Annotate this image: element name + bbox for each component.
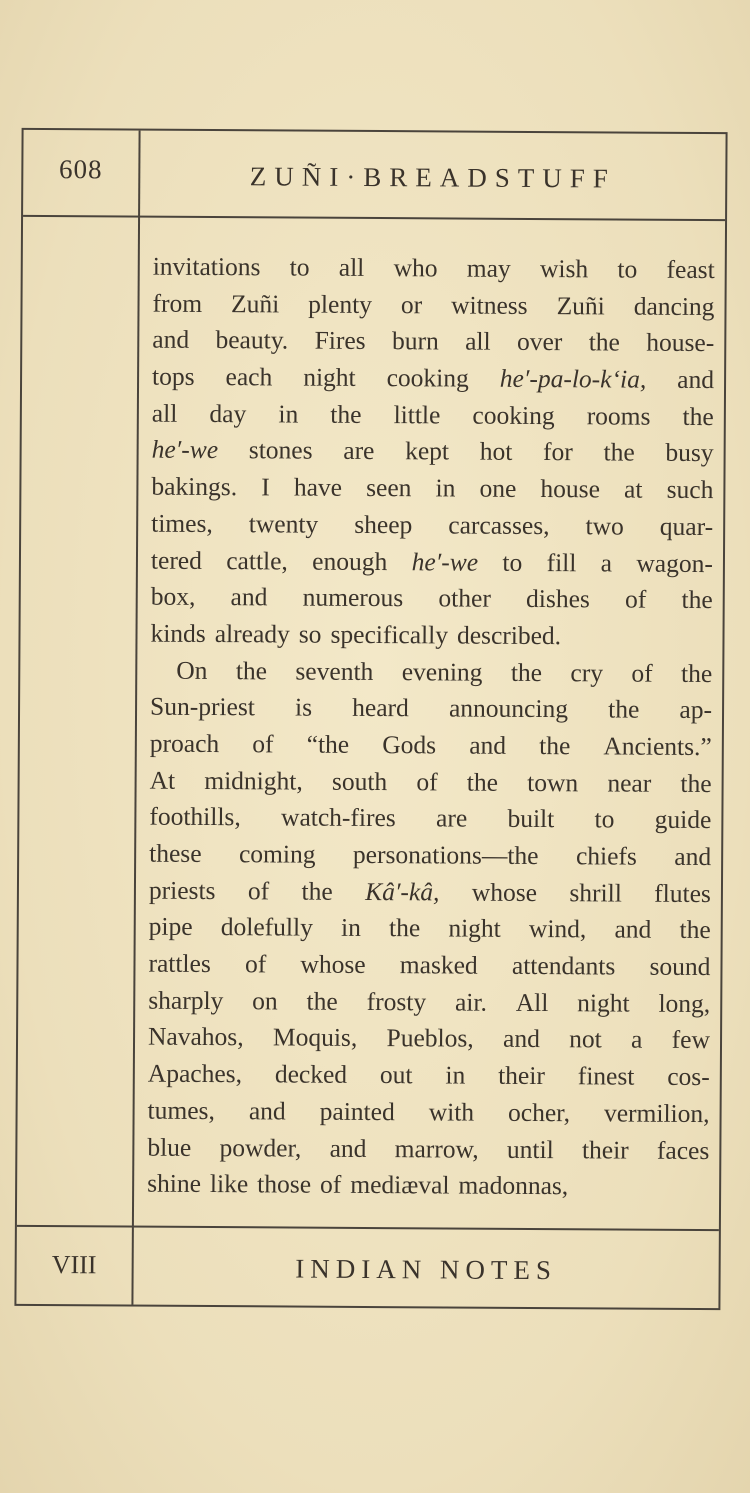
word: coming: [238, 839, 316, 869]
text-line: [149, 909, 711, 949]
word: feast: [666, 254, 715, 285]
word: he′-pa-lo-k‘ia,: [499, 363, 647, 394]
word: the: [330, 399, 362, 429]
word: personations—the: [352, 839, 539, 871]
word: to: [502, 547, 523, 577]
volume-number: VIII: [51, 1250, 97, 1280]
word: night: [577, 988, 630, 1018]
word: tops: [152, 361, 195, 391]
text-line: [150, 616, 712, 656]
word: numerous: [302, 582, 404, 613]
word: to: [289, 252, 310, 282]
word: announcing: [448, 693, 569, 724]
word: masked: [399, 950, 478, 980]
word: in: [435, 473, 456, 503]
word: the: [301, 876, 333, 906]
word: out: [379, 1060, 413, 1090]
word: I: [261, 472, 270, 502]
text-line: [151, 505, 713, 545]
word: those: [257, 1169, 312, 1199]
word: proach: [149, 728, 220, 759]
word: the: [679, 915, 711, 945]
word: frosty: [366, 986, 427, 1017]
series-title: INDIAN NOTES: [295, 1253, 558, 1286]
margin-divider: [131, 131, 140, 1305]
word: seventh: [295, 656, 374, 686]
word: vermilion,: [603, 1098, 710, 1128]
word: all: [338, 252, 365, 282]
text-line: [150, 689, 712, 729]
word: are: [343, 436, 375, 466]
word: wind,: [528, 914, 587, 944]
word: may: [466, 253, 511, 283]
word: is: [294, 692, 313, 722]
word: kept: [405, 436, 450, 466]
word: the: [588, 327, 620, 357]
word: of: [244, 949, 267, 979]
text-line: [149, 799, 711, 839]
word: whose: [300, 949, 366, 980]
word: on: [252, 986, 278, 1016]
word: On: [176, 655, 208, 685]
text-line: [149, 836, 711, 876]
word: in: [340, 913, 361, 943]
word: busy: [665, 438, 714, 468]
word: and: [469, 730, 507, 760]
word: guide: [654, 805, 712, 835]
word: fill: [546, 547, 577, 577]
word: seen: [366, 473, 412, 503]
word: house: [540, 474, 601, 504]
word: the: [539, 730, 571, 761]
word: in: [278, 399, 299, 429]
text-line: [148, 946, 710, 986]
word: “the: [306, 729, 350, 759]
word: south: [331, 766, 388, 796]
word: and: [329, 1133, 367, 1163]
word: Kâ′-kâ,: [365, 876, 440, 907]
word: have: [293, 472, 343, 502]
word: with: [428, 1097, 475, 1127]
word: dancing: [633, 291, 715, 321]
word: cry: [570, 657, 604, 687]
word: of: [319, 1169, 342, 1200]
word: and: [502, 1024, 540, 1054]
word: the: [680, 658, 713, 688]
word: hot: [479, 437, 513, 467]
word: finest: [577, 1061, 635, 1091]
word: built: [507, 804, 555, 834]
word: and: [674, 841, 712, 872]
text-line: [152, 359, 714, 399]
text-line: [151, 579, 713, 619]
word: air.: [454, 987, 487, 1017]
word: blue: [147, 1132, 192, 1162]
word: dolefully: [220, 912, 313, 943]
word: ap-: [679, 695, 713, 725]
word: carcasses,: [448, 510, 550, 540]
word: Apaches,: [147, 1058, 243, 1089]
word: Ancients.”: [603, 731, 712, 762]
word: cos-: [667, 1061, 710, 1092]
word: and: [248, 1096, 286, 1126]
word: the: [306, 986, 338, 1016]
word: few: [671, 1025, 711, 1055]
word: house-: [646, 328, 715, 358]
word: of: [631, 658, 653, 688]
word: priests: [148, 875, 216, 905]
word: watch-fires: [280, 802, 396, 833]
word: in: [445, 1060, 466, 1090]
word: cooking: [386, 363, 469, 393]
word: two: [585, 511, 624, 541]
word: at: [624, 474, 643, 504]
word: of: [416, 766, 438, 797]
word: and: [677, 364, 715, 395]
word: box,: [150, 581, 196, 612]
word: chiefs: [575, 841, 637, 871]
body-text: [147, 249, 715, 1206]
word: burn: [391, 326, 439, 356]
word: each: [225, 362, 273, 392]
word: Fires: [314, 326, 366, 356]
text-line: [153, 249, 715, 289]
word: the: [608, 694, 640, 724]
word: witness: [451, 290, 528, 320]
word: decked: [274, 1059, 348, 1089]
word: the: [388, 913, 421, 943]
word: their: [581, 1134, 629, 1165]
text-line: [148, 1056, 710, 1096]
text-line: [150, 652, 712, 692]
word: the: [681, 585, 713, 615]
text-line: [150, 762, 712, 802]
text-line: [152, 395, 714, 435]
word: invitations: [152, 251, 261, 282]
word: these: [149, 838, 202, 868]
word: tered: [150, 545, 203, 575]
word: powder,: [219, 1132, 302, 1163]
word: the: [680, 768, 712, 798]
word: bakings.: [151, 471, 238, 502]
word: cooking: [472, 400, 555, 430]
word: twenty: [248, 509, 319, 539]
word: a: [631, 1025, 643, 1055]
word: not: [569, 1024, 602, 1054]
word: are: [435, 803, 468, 833]
word: shine: [147, 1168, 202, 1199]
word: beauty.: [215, 325, 289, 355]
word: like: [209, 1169, 249, 1199]
word: marrow,: [394, 1133, 479, 1164]
word: near: [607, 768, 652, 798]
page-number: 608: [59, 154, 103, 185]
word: the: [235, 655, 268, 685]
word: stones: [248, 435, 313, 466]
word: rattles: [148, 948, 211, 979]
word: their: [498, 1060, 545, 1091]
word: of: [252, 729, 274, 759]
word: he′-we: [411, 546, 479, 577]
word: little: [393, 399, 441, 430]
text-line: [152, 285, 714, 325]
word: At: [149, 765, 176, 795]
word: cattle,: [226, 545, 288, 575]
running-head: ZUÑI·BREADSTUFF: [249, 161, 616, 194]
word: night: [448, 913, 501, 944]
word: and: [152, 325, 190, 355]
word: madonnas,: [458, 1170, 569, 1201]
word: pipe: [148, 912, 193, 942]
header-rule: [23, 215, 725, 221]
word: plenty: [308, 289, 373, 319]
word: other: [438, 583, 491, 613]
word: already: [214, 618, 290, 649]
word: Zuñi: [556, 290, 605, 321]
word: all: [151, 398, 178, 428]
footer-rule: [17, 1225, 719, 1231]
text-line: [151, 469, 713, 509]
word: the: [603, 437, 635, 468]
word: Moquis,: [272, 1022, 358, 1053]
word: and: [614, 914, 652, 945]
word: all: [465, 326, 491, 357]
text-line: [148, 1019, 710, 1059]
text-line: [152, 432, 714, 472]
text-line: [151, 542, 713, 582]
word: and: [230, 582, 268, 612]
word: Pueblos,: [386, 1023, 474, 1054]
word: times,: [151, 508, 213, 538]
word: of: [625, 584, 647, 614]
text-line: [150, 726, 712, 766]
text-line: [147, 1166, 709, 1206]
word: town: [527, 767, 579, 797]
word: from: [152, 288, 203, 318]
word: rooms: [586, 401, 651, 431]
word: flutes: [654, 878, 711, 908]
word: tumes,: [147, 1095, 215, 1125]
word: to: [594, 804, 615, 834]
word: he′-we: [151, 435, 219, 465]
word: sheep: [354, 509, 413, 540]
word: over: [516, 327, 563, 357]
word: such: [666, 474, 714, 505]
word: who: [393, 253, 438, 283]
word: of: [247, 875, 270, 906]
word: day: [209, 398, 247, 428]
word: the: [510, 657, 543, 687]
word: kinds: [150, 618, 206, 648]
word: Gods: [382, 730, 437, 760]
word: dishes: [526, 584, 590, 614]
word: so: [298, 619, 322, 649]
word: for: [542, 437, 573, 467]
word: wish: [539, 254, 589, 284]
word: described.: [456, 620, 562, 651]
word: specifically: [330, 619, 449, 650]
word: sound: [649, 951, 711, 982]
word: long,: [658, 988, 711, 1018]
word: midnight,: [204, 765, 303, 796]
word: quar-: [659, 511, 714, 541]
word: evening: [401, 656, 483, 687]
word: wagon-: [636, 548, 713, 578]
word: attendants: [511, 950, 616, 981]
word: faces: [656, 1135, 710, 1165]
text-line: [148, 982, 710, 1022]
word: to: [617, 254, 638, 284]
word: foothills,: [149, 801, 241, 832]
word: ocher,: [507, 1097, 571, 1128]
word: Zuñi: [230, 288, 280, 319]
word: shrill: [569, 877, 622, 908]
word: Navahos,: [147, 1022, 244, 1052]
word: a: [600, 547, 613, 577]
word: All: [515, 987, 549, 1017]
word: heard: [352, 693, 409, 723]
text-line: [149, 872, 711, 912]
text-line: [147, 1129, 709, 1169]
word: one: [479, 473, 517, 504]
word: painted: [319, 1096, 395, 1126]
text-line: [147, 1092, 709, 1132]
word: the: [466, 767, 499, 797]
word: night: [303, 362, 356, 392]
word: or: [400, 289, 423, 319]
word: mediæval: [350, 1170, 450, 1200]
word: enough: [312, 546, 388, 576]
word: sharply: [148, 985, 224, 1015]
word: Sun-priest: [149, 691, 255, 722]
word: the: [682, 401, 714, 431]
word: whose: [471, 877, 538, 907]
word: until: [506, 1134, 554, 1164]
text-line: [152, 322, 714, 362]
page-frame: [14, 128, 727, 1310]
